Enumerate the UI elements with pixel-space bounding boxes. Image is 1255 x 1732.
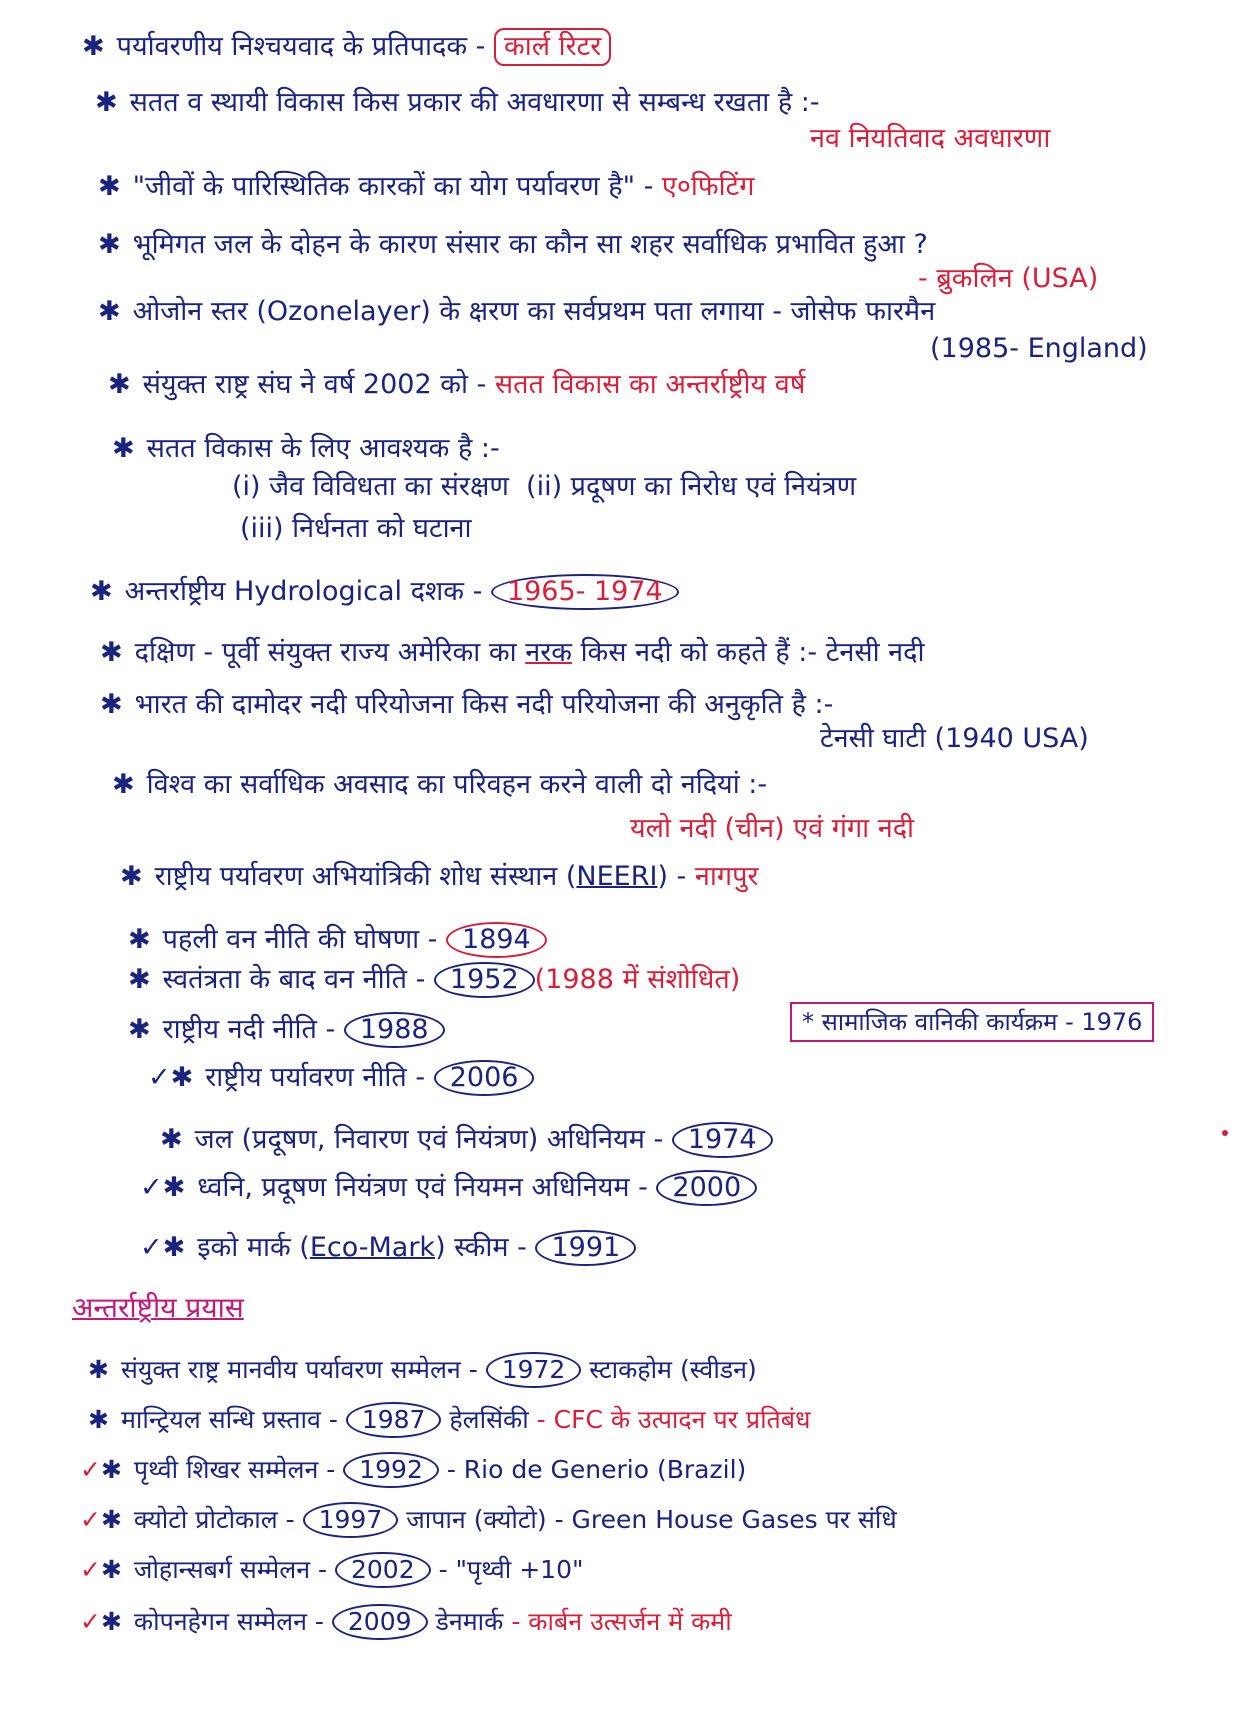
bullet-star-icon: ✱ [95,87,118,118]
answer-2: नव नियतिवाद अवधारणा [810,123,1051,154]
line-5: ✱ ओजोन स्तर (Ozonelayer) के क्षरण का सर्वप्रथम पता लगाया - जोसेफ फारमैन [98,296,936,327]
line-19: ✓✱ इको मार्क (Eco-Mark) स्कीम - 1991 [140,1230,636,1266]
answer-oval: 1997 [303,1502,399,1538]
line-11: ✱ विश्व का सर्वाधिक अवसाद का परिवहन करने वाली दो नदियां :- [112,769,768,800]
answer-oval: 1972 [486,1352,582,1388]
bullet-star-icon: ✱ [100,1607,122,1636]
answer-note: (1988 में संशोधित) [534,964,741,995]
line-2: ✱ सतत व स्थायी विकास किस प्रकार की अवधारणा से सम्बन्ध रखता है :- [95,87,820,118]
line-3: ✱ "जीवों के पारिस्थितिक कारकों का योग पर्यावरण है" - ए०फिटिंग [98,171,755,202]
section-heading: अन्तर्राष्ट्रीय प्रयास [72,1291,244,1324]
line-16: ✓✱ राष्ट्रीय पर्यावरण नीति - 2006 [148,1060,534,1096]
line-8: ✱ अन्तर्राष्ट्रीय Hydrological दशक - 1965- 1974 [90,574,679,610]
bullet-star-icon: ✱ [100,1505,122,1534]
answer-oval: 1991 [535,1230,636,1266]
answer-5: (1985- England) [930,333,1148,364]
bullet-star-icon: ✱ [128,964,151,995]
line-14: ✱ स्वतंत्रता के बाद वन नीति - 1952 (1988 में संशोधित) [128,962,740,998]
check-star-icon: ✓✱ [140,1172,186,1203]
boxed-note: * सामाजिक वानिकी कार्यक्रम - 1976 [790,1002,1154,1042]
check-star-icon: ✓✱ [140,1232,186,1263]
answer-oval: 1894 [446,922,547,958]
line-1: ✱ पर्यावरणीय निश्चयवाद के प्रतिपादक - कार्ल रिटर [82,28,611,66]
answer-oval: 2002 [335,1552,431,1588]
bullet-star-icon: ✱ [82,31,105,62]
effort-3: ✓✱ पृथ्वी शिखर सम्मेलन - 1992 - Rio de Generio (Brazil) [80,1452,746,1488]
bullet-star-icon: ✱ [160,1124,183,1155]
answer-6: सतत विकास का अन्तर्राष्ट्रीय वर्ष [494,369,806,400]
answer-oval: 2006 [434,1060,535,1096]
bullet-star-icon: ✱ [100,1555,122,1584]
line-12: ✱ राष्ट्रीय पर्यावरण अभियांत्रिकी शोध संस्थान (NEERI) - नागपुर [120,861,759,892]
effort-2: ✱ मान्ट्रियल सन्धि प्रस्ताव - 1987 हेलसिंकी - CFC के उत्पादन पर प्रतिबंध [88,1402,810,1438]
answer-oval: 1992 [343,1452,439,1488]
line-18: ✓✱ ध्वनि, प्रदूषण नियंत्रण एवं नियमन अधिनियम - 2000 [140,1170,757,1206]
check-icon: ✓ [80,1555,101,1584]
bullet-star-icon: ✱ [120,861,143,892]
bullet-star-icon: ✱ [100,637,123,668]
underlined-word: NEERI [576,861,658,892]
answer-oval: 1952 [434,962,535,998]
check-icon: ✓ [80,1505,101,1534]
bullet-star-icon: ✱ [112,769,135,800]
line-9: ✱ दक्षिण - पूर्वी संयुक्त राज्य अमेरिका का नरक किस नदी को कहते हैं :- टेनसी नदी [100,637,925,668]
bullet-star-icon: ✱ [90,576,113,607]
line-7: ✱ सतत विकास के लिए आवश्यक है :- [112,433,500,464]
answer-oval: 1974 [672,1122,773,1158]
answer-boxed: कार्ल रिटर [494,28,611,66]
answer-12: नागपुर [694,861,759,892]
bullet-star-icon: ✱ [88,1355,109,1384]
line-17: ✱ जल (प्रदूषण, निवारण एवं नियंत्रण) अधिनियम - 1974 [160,1122,773,1158]
bullet-star-icon: ✱ [112,433,135,464]
bullet-star-icon: ✱ [108,369,131,400]
effort-note: - CFC के उत्पादन पर प्रतिबंध [536,1405,811,1434]
line-15: ✱ राष्ट्रीय नदी नीति - 1988 [128,1012,445,1048]
effort-note: - कार्बन उत्सर्जन में कमी [511,1607,732,1636]
answer-oval: 1988 [344,1012,445,1048]
effort-5: ✓✱ जोहान्सबर्ग सम्मेलन - 2002 - "पृथ्वी +10" [80,1552,583,1588]
line-6: ✱ संयुक्त राष्ट्र संघ ने वर्ष 2002 को - सतत विकास का अन्तर्राष्ट्रीय वर्ष [108,369,806,400]
bullet-star-icon: ✱ [128,1014,151,1045]
answer-3: ए०फिटिंग [661,171,755,202]
item-7-3: (iii) निर्धनता को घटाना [240,513,472,544]
answer-10: टेनसी घाटी (1940 USA) [820,723,1089,754]
check-icon: ✓ [80,1607,101,1636]
bullet-star-icon: ✱ [98,229,121,260]
answer-oval: 2009 [332,1604,428,1640]
underlined-word: नरक [525,637,572,668]
line-13: ✱ पहली वन नीति की घोषणा - 1894 [128,922,547,958]
line-10: ✱ भारत की दामोदर नदी परियोजना किस नदी परियोजना की अनुकृति है :- [100,689,834,720]
effort-6: ✓✱ कोपनहेगन सम्मेलन - 2009 डेनमार्क - कार्बन उत्सर्जन में कमी [80,1604,732,1640]
bullet-star-icon: ✱ [100,1455,122,1484]
check-star-icon: ✓✱ [148,1062,194,1093]
answer-oval: 1965- 1974 [491,574,679,610]
effort-1: ✱ संयुक्त राष्ट्र मानवीय पर्यावरण सम्मेलन - 1972 स्टाकहोम (स्वीडन) [88,1352,757,1388]
answer-4: - ब्रुकलिन (USA) [918,263,1099,294]
bullet-star-icon: ✱ [88,1405,109,1434]
check-icon: ✓ [80,1455,101,1484]
underlined-word: Eco-Mark [309,1232,436,1263]
bullet-star-icon: ✱ [128,924,151,955]
line-4: ✱ भूमिगत जल के दोहन के कारण संसार का कौन सा शहर सर्वाधिक प्रभावित हुआ ? [98,229,928,260]
stray-mark [1222,1130,1228,1136]
bullet-star-icon: ✱ [98,296,121,327]
answer-11: यलो नदी (चीन) एवं गंगा नदी [630,813,915,844]
effort-4: ✓✱ क्योटो प्रोटोकाल - 1997 जापान (क्योटो) - Green House Gases पर संधि [80,1502,897,1538]
bullet-star-icon: ✱ [98,171,121,202]
answer-oval: 1987 [346,1402,442,1438]
answer-oval: 2000 [656,1170,757,1206]
bullet-star-icon: ✱ [100,689,123,720]
item-7-1: (i) जैव विविधता का संरक्षण (ii) प्रदूषण का निरोध एवं नियंत्रण [232,471,857,502]
